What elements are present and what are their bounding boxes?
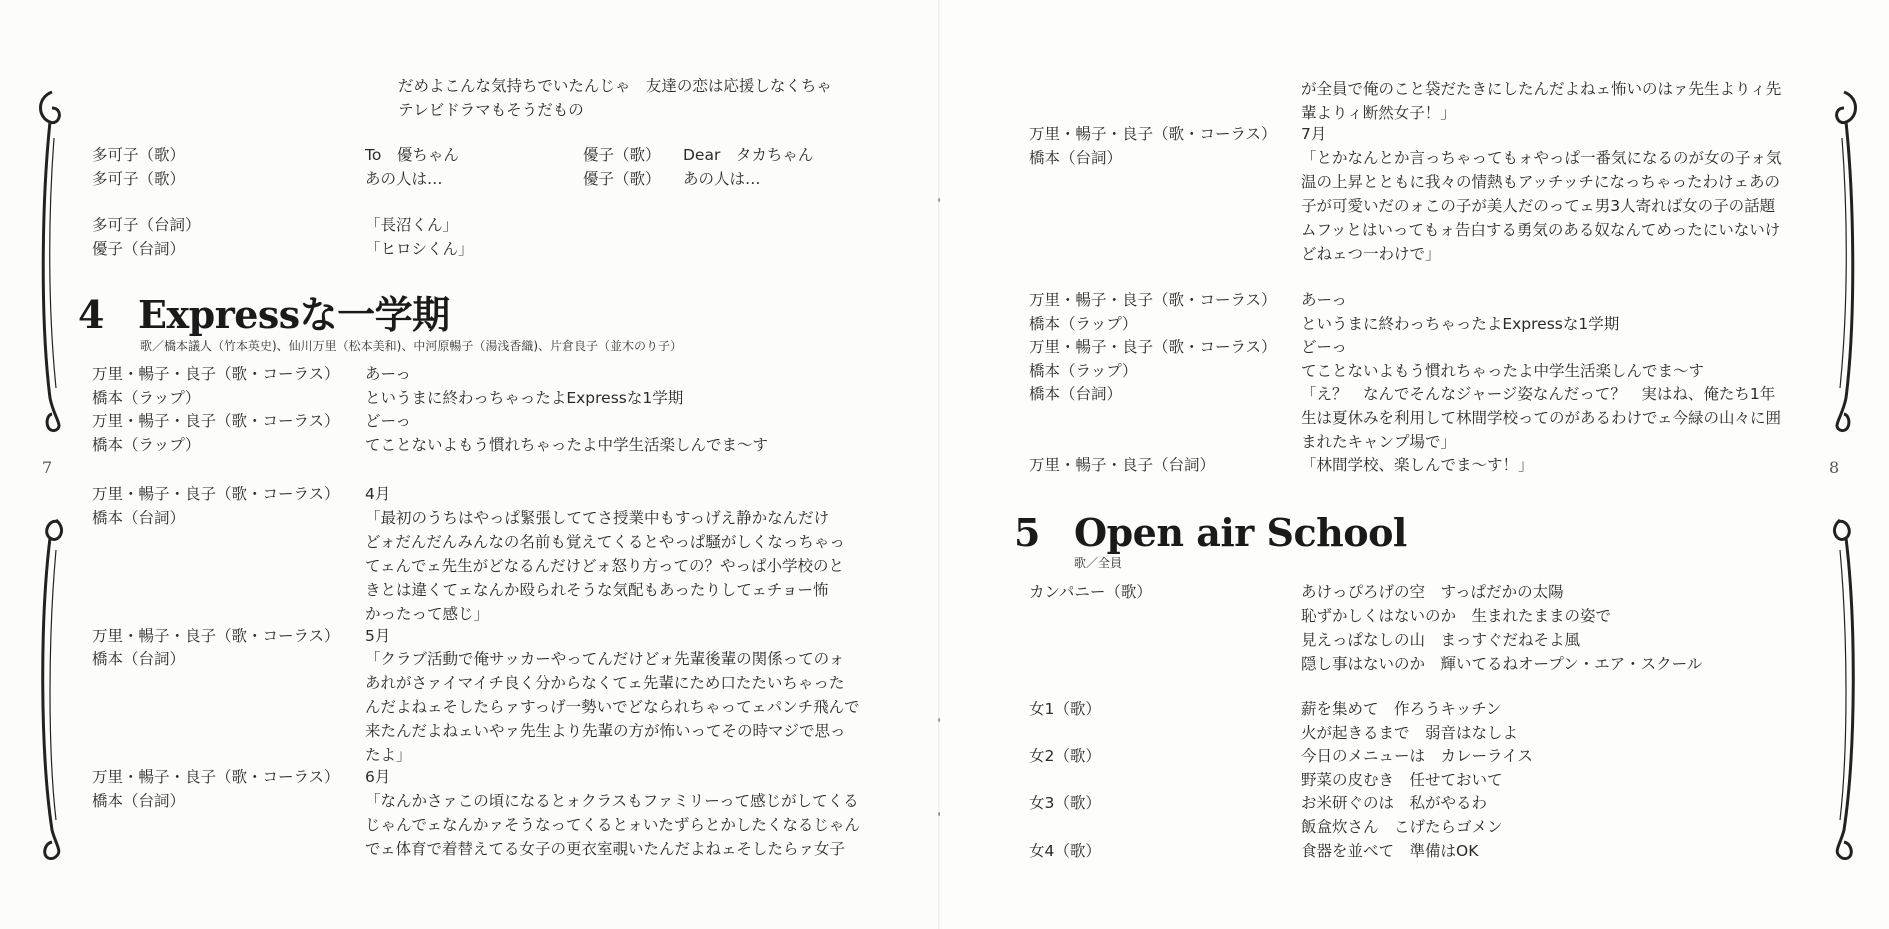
section-title: Expressな一学期 [138,292,450,337]
speaker-label: 女1（歌） [1029,700,1101,718]
text-line: 今日のメニューは カレーライス [1301,747,1533,766]
section-number: 4 [78,292,104,337]
text-line: 「なんかさァこの頃になるとォクラスもファミリーって感じがしてくる [365,791,859,810]
speaker-label: 橋本（ラップ） [92,435,201,454]
line-text [365,213,458,237]
right-top-scroll-ornament [1826,78,1866,438]
text-line: 薪を集めて 作ろうキッチン [1301,700,1502,718]
speaker-label: カンパニー（歌） [1029,583,1152,601]
right-bottom-scroll-ornament [1826,500,1866,870]
speaker-label: 万里・暢子・良子（歌・コーラス） [92,365,340,383]
line-text [365,362,411,386]
text-line: お米研ぐのは 私がやるわ [1301,794,1488,813]
speaker-label: 橋本（台詞） [1029,148,1123,167]
speaker-label: 万里・暢子・良子（歌・コーラス） [92,412,340,431]
line-text [1301,288,1347,312]
text-line: んだよねェそしたらァすっげ一勢いでどなられちゃってェパンチ飛んで [365,698,860,717]
continued-lines [1301,77,1781,125]
text-line: 食器を並べて 準備はOK [1301,841,1479,860]
page-number: 8 [1829,458,1840,477]
text-line: あーっ [365,365,411,383]
left-bottom-scroll-ornament [30,500,70,870]
line-text [1301,335,1347,359]
line-text [365,386,683,410]
speaker-label: 多可子（台詞） [92,216,201,234]
speaker-label: 万里・暢子・良子（歌・コーラス） [92,768,340,787]
speaker-label: 橋本（台詞） [1029,385,1123,404]
section-credit: 歌／全員 [1074,556,1123,570]
speaker-label: 優子（台詞） [92,239,186,258]
line-text [365,765,390,789]
text-line: 「え？ なんでそんなジャージ姿なんだって？ 実はね、俺たち1年 [1301,385,1776,404]
section-heading [1014,511,1407,555]
right-page [940,0,1889,929]
speaker-label: 万里・暢子・良子（歌・コーラス） [1029,125,1277,143]
text-line: どーっ [1301,338,1347,357]
speaker-label: 多可子（歌） [92,170,186,188]
speaker-label: 橋本（ラップ） [92,388,201,407]
text-line: でェ体育で着替えてる女子の更衣室覗いたんだよねェそしたらァ女子 [365,839,846,858]
line-text [365,237,474,261]
text-line: てことないよもう慣れちゃったよ中学生活楽しんでま～す [365,435,769,454]
line-text [365,647,860,767]
text-line: 7月 [1301,125,1327,143]
text-line: 6月 [365,768,391,787]
line-text: To 優ちゃん [365,146,459,164]
text-line: 来たんだよねェいやァ先生より先輩の方が怖いってその時マジで思っ [365,722,846,741]
text-line: てェんでェ先生がどなるんだけどォ怒り方っての？やっぱ小学校のと [365,556,844,575]
line-text [1301,580,1702,676]
line-text [1301,312,1619,336]
left-page [0,0,940,929]
text-line: あれがさァイマイチ良く分からなくてェ先輩にため口たたいちゃった [365,674,845,693]
text-line: どーっ [365,412,411,431]
text-line: というまに終わっちゃったよExpressな1学期 [365,388,684,407]
line-text [1301,382,1781,454]
text-line: 火が起きるまで 弱音はなしよ [1301,724,1519,742]
text-line: あーっ [1301,291,1347,309]
section-title: Open air School [1074,510,1407,555]
text-line: 見えっぱなしの山 まっすぐだねそよ風 [1301,631,1581,649]
text-line: 「とかなんとか言っちゃってもォやっぱ一番気になるのが女の子ォ気 [1301,148,1782,167]
text-line: 野菜の皮むき 任せておいて [1301,771,1503,790]
text-line: 「最初のうちはやっぱ緊張しててさ授業中もすっげえ静かなんだけ [365,508,830,527]
section-credit: 歌／橋本議人（竹本英史)、仙川万里（松本美和)、中河原暢子（湯浅香織)、片倉良子（並木のり子） [140,339,683,353]
text-line: 生は夏休みを利用して林間学校ってのがあるわけでェ今緑の山々に囲 [1301,409,1782,428]
text-line: きとは違くてェなんか殴られそうな気配もあったりしてェチョー怖 [365,580,829,599]
speaker-label: 橋本（ラップ） [1029,314,1138,333]
line-text [365,409,411,433]
text-line: 「林間学校、楽しんでま～す！」 [1301,456,1534,475]
speaker-label: 多可子（歌） [92,146,186,164]
line-text [365,506,845,626]
text-line: 「ヒロシくん」 [365,239,474,258]
text-line: たよ」 [365,746,412,765]
speaker-label: 女3（歌） [1029,794,1101,813]
text-line: が全員で俺のこと袋だたきにしたんだよねェ怖いのはァ先生よりィ先 [1301,80,1782,98]
speaker-label: 万里・暢子・良子（台詞） [1029,456,1216,475]
text-line: どねェつ一わけで」 [1301,244,1441,263]
text-line: 4月 [365,485,391,503]
text-line: 「クラブ活動で俺サッカーやってんだけどォ先輩後輩の関係ってのォ [365,650,845,669]
line-text: あの人は… [365,170,443,188]
speaker-label: 万里・暢子・良子（歌・コーラス） [92,485,340,503]
speaker-label: 万里・暢子・良子（歌・コーラス） [1029,338,1277,357]
line-text [1301,453,1534,477]
page-number: 7 [42,458,53,477]
text-line: てことないよもう慣れちゃったよ中学生活楽しんでま～す [1301,361,1705,380]
line-text [1301,359,1704,383]
line-text [365,624,390,648]
text-line: かったって感じ」 [365,604,490,623]
line-text [1301,122,1326,146]
line-text [1301,146,1782,266]
line-text: あの人は… [683,170,761,188]
text-line: テレビドラマもそうだもの [398,101,584,119]
line-text [1301,744,1533,792]
text-line: だめよこんな気持ちでいたんじゃ 友達の恋は応援しなくちゃ [398,77,832,95]
text-line: どォだんだんみんなの名前も覚えてくるとやっぱ騒がしくなっちゃっ [365,532,845,551]
text-line: まれたキャンプ場で」 [1301,433,1457,452]
speaker-label: 橋本（台詞） [92,791,186,810]
text-line: 「長沼くん」 [365,216,459,234]
text-line: 5月 [365,626,391,645]
text-line: というまに終わっちゃったよExpressな1学期 [1301,314,1620,333]
text-line: じゃんでェなんかァそうなってくるとォいたずらとかしたくなるじゃん [365,815,860,834]
speaker-label: 女4（歌） [1029,841,1101,860]
text-line: 温の上昇とともに我々の情熱もアッチッチになっちゃったわけェあの [1301,172,1780,191]
text-line: 子が可愛いだのォこの子が美人だのってェ男3人寄れば女の子の話題 [1301,196,1776,215]
line-text [365,433,768,457]
speaker-label: 万里・暢子・良子（歌・コーラス） [92,626,340,645]
intro-lines [398,74,832,122]
text-line: あけっぴろげの空 すっぱだかの太陽 [1301,583,1564,601]
speaker-label: 優子（歌） [583,146,661,164]
speaker-label: 女2（歌） [1029,747,1101,766]
line-text [1301,791,1503,839]
speaker-label: 橋本（台詞） [92,508,186,527]
text-line: 隠し事はないのか 輝いてるねオープン・エア・スクール [1301,655,1703,673]
left-top-scroll-ornament [30,78,70,438]
text-line: ムフッとはいってもォ告白する勇気のある奴なんてめったにいないけ [1301,220,1781,239]
speaker-label: 優子（歌） [583,170,661,188]
line-text [365,789,860,861]
speaker-label: 橋本（ラップ） [1029,361,1138,380]
text-line: 飯盒炊さん こげたらゴメン [1301,818,1503,837]
line-text [1301,697,1518,745]
speaker-label: 橋本（台詞） [92,650,186,669]
line-text [1301,839,1478,863]
section-heading [78,293,450,337]
text-line: 恥ずかしくはないのか 生まれたままの姿で [1301,607,1612,625]
speaker-label: 万里・暢子・良子（歌・コーラス） [1029,291,1277,309]
section-number: 5 [1014,510,1040,555]
line-text: Dear タカちゃん [683,146,814,164]
line-text [365,482,390,506]
text-line: 輩よりィ断然女子！」 [1301,104,1456,122]
